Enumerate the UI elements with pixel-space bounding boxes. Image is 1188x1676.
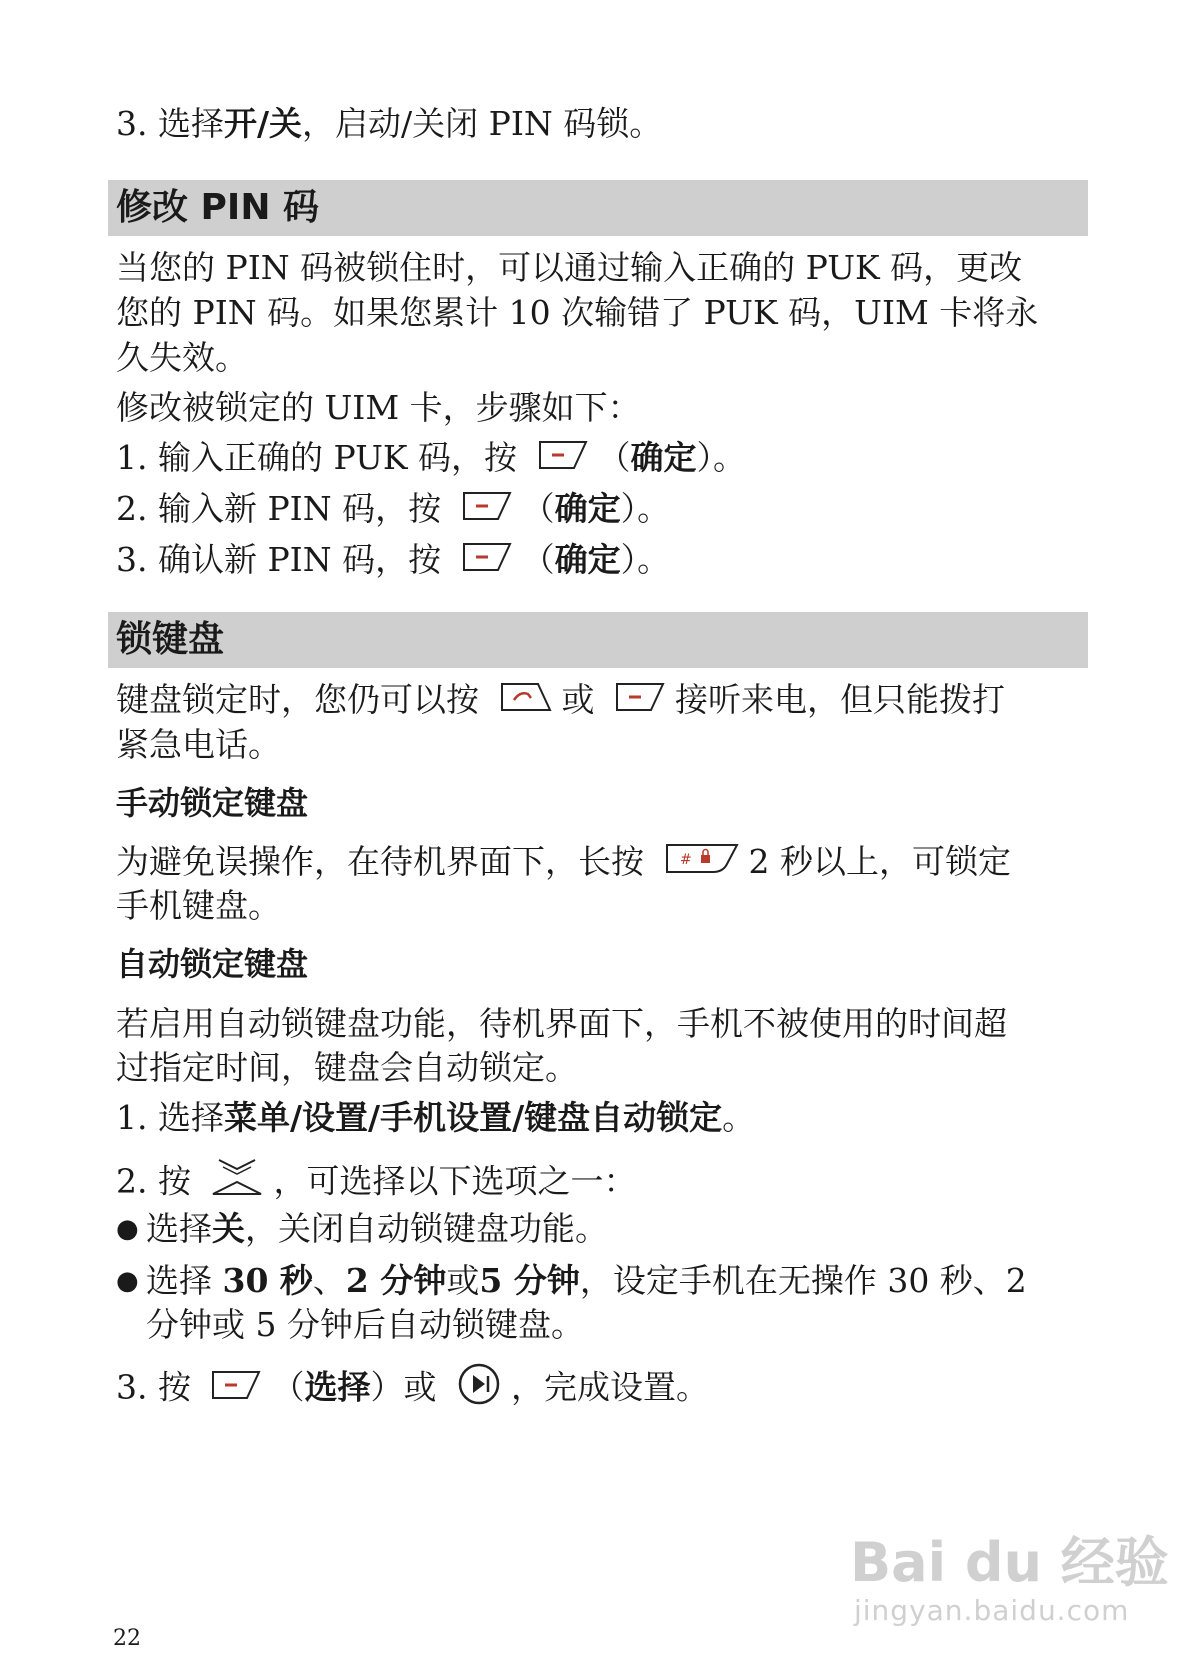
auto-lock-step-2: 2. 按 ，可选择以下选项之一： bbox=[116, 1156, 636, 1211]
change-pin-intro-line2: 您的 PIN 码。如果您累计 10 次输错了 PUK 码，UIM 卡将永 bbox=[116, 293, 1039, 332]
change-pin-steps-intro: 修改被锁定的 UIM 卡，步骤如下： bbox=[116, 388, 641, 427]
nav-key-icon bbox=[211, 1156, 263, 1211]
auto-lock-option-off: 选择关，关闭自动锁键盘功能。 bbox=[146, 1209, 608, 1248]
pin-lock-toggle-step: 3. 选择开/关，启动/关闭 PIN 码锁。 bbox=[116, 104, 663, 143]
watermark-brand: Bai du 经验 bbox=[850, 1531, 1169, 1594]
hash-lock-key-icon bbox=[665, 842, 739, 887]
bullet-dot: ● bbox=[116, 1214, 139, 1244]
manual-lock-line2: 手机键盘。 bbox=[116, 886, 281, 925]
ok-play-key-icon bbox=[457, 1362, 501, 1417]
section-title-change-pin: 修改 PIN 码 bbox=[116, 187, 319, 228]
auto-lock-line2: 过指定时间，键盘会自动锁定。 bbox=[116, 1048, 578, 1087]
section-title-keypad-lock: 锁键盘 bbox=[116, 619, 225, 660]
left-soft-key-icon bbox=[615, 680, 665, 724]
change-pin-intro-line1: 当您的 PIN 码被锁住时，可以通过输入正确的 PUK 码，更改 bbox=[116, 248, 1023, 287]
change-pin-step-3: 3. 确认新 PIN 码，按 （确定）。 bbox=[116, 538, 670, 584]
change-pin-step-2: 2. 输入新 PIN 码，按 （确定）。 bbox=[116, 487, 670, 533]
change-pin-intro-line3: 久失效。 bbox=[116, 338, 248, 377]
left-soft-key-icon bbox=[462, 540, 512, 584]
auto-lock-step-3: 3. 按 （选择）或 ，完成设置。 bbox=[116, 1362, 709, 1417]
change-pin-step-1: 1. 输入正确的 PUK 码，按 （确定）。 bbox=[116, 436, 746, 482]
auto-lock-step-1: 1. 选择菜单/设置/手机设置/键盘自动锁定。 bbox=[116, 1098, 756, 1137]
left-soft-key-icon bbox=[462, 489, 512, 533]
end-call-key-icon bbox=[500, 680, 552, 724]
svg-text:#: # bbox=[679, 851, 692, 868]
bullet-dot: ● bbox=[116, 1266, 139, 1296]
manual-lock-heading: 手动锁定键盘 bbox=[116, 784, 309, 822]
auto-lock-heading: 自动锁定键盘 bbox=[116, 945, 309, 983]
keypad-lock-intro-line2: 紧急电话。 bbox=[116, 725, 281, 764]
watermark-site: jingyan.baidu.com bbox=[854, 1594, 1130, 1627]
auto-lock-line1: 若启用自动锁键盘功能，待机界面下，手机不被使用的时间超 bbox=[116, 1004, 1007, 1043]
auto-lock-option-timers: 选择 30 秒、2 分钟或5 分钟，设定手机在无操作 30 秒、2 bbox=[146, 1261, 1027, 1300]
left-soft-key-icon bbox=[538, 438, 588, 482]
left-soft-key-icon bbox=[211, 1368, 261, 1412]
manual-lock-line1: 为避免误操作，在待机界面下，长按 # 2 秒以上，可锁定 bbox=[116, 840, 1011, 887]
auto-lock-option-timers-line2: 分钟或 5 分钟后自动锁键盘。 bbox=[146, 1305, 584, 1344]
keypad-lock-intro-line1: 键盘锁定时，您仍可以按 或 接听来电，但只能拨打 bbox=[116, 678, 1005, 724]
page-number: 22 bbox=[113, 1626, 141, 1651]
section-band-keypad-lock bbox=[108, 612, 1088, 668]
